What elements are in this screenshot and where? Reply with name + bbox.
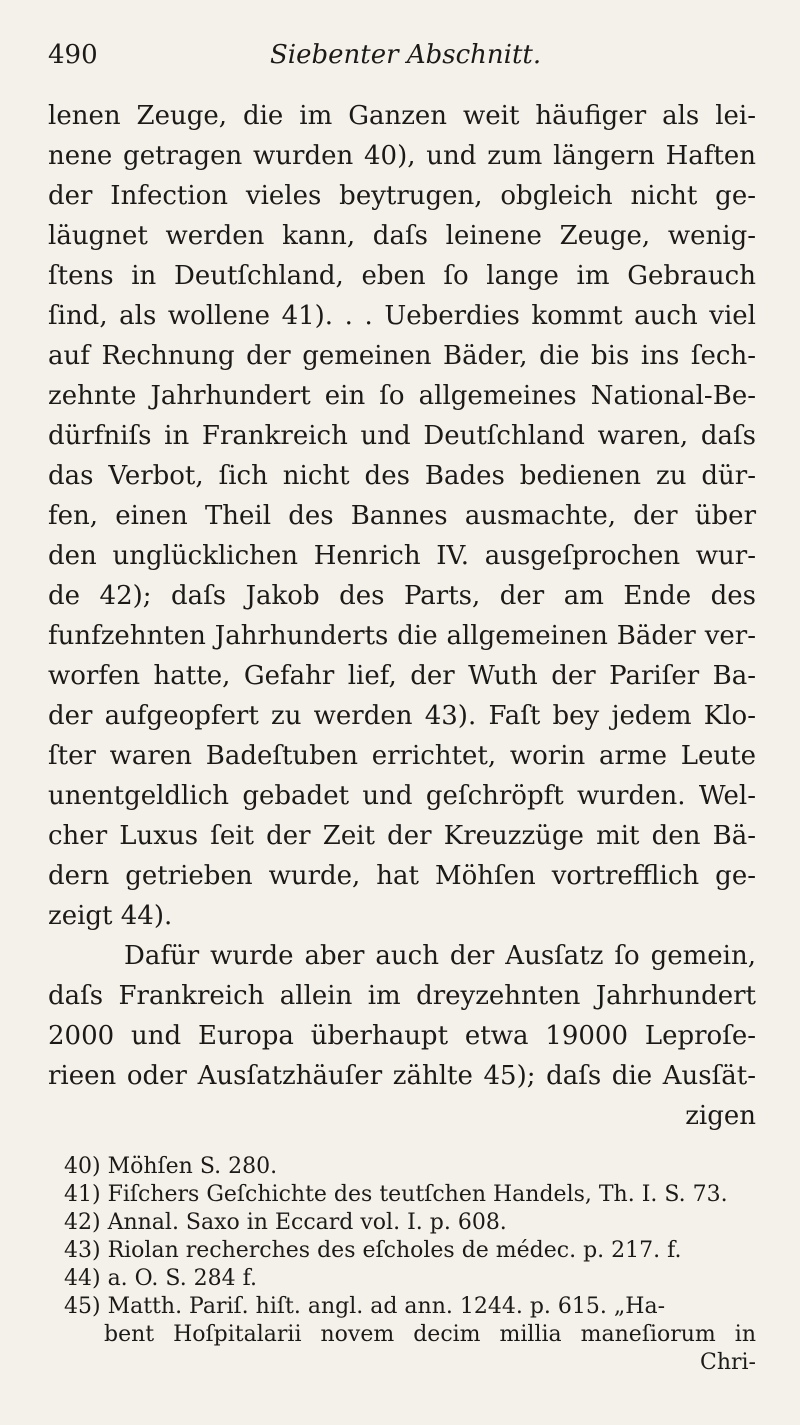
footnote: 45) Matth. Pariſ. hiſt. angl. ad ann. 1244. p. 615. „Ha- — [64, 1294, 666, 1319]
running-head: Siebenter Abschnitt. — [270, 40, 542, 70]
paragraph-end-line: zeigt 44). — [48, 901, 173, 931]
body-text — [48, 96, 756, 1136]
body-line: der Infection vieles beytrugen, obgleich nicht ge- — [48, 181, 756, 211]
body-line: de 42); daſs Jakob des Parts, der am Ende des — [48, 581, 756, 611]
body-line: auf Rechnung der gemeinen Bäder, die bis ins ſech- — [48, 341, 756, 371]
body-line: cher Luxus ſeit der Zeit der Kreuzzüge mit den Bä- — [48, 821, 756, 851]
body-line: unentgeldlich gebadet und geſchröpft wurden. Wel- — [48, 781, 756, 811]
body-line: das Verbot, ſich nicht des Bades bedienen zu dür- — [48, 461, 756, 491]
body-line: ſtens in Deutſchland, eben ſo lange im Gebrauch — [48, 261, 756, 291]
footnote: 41) Fiſchers Geſchichte des teutſchen Handels, Th. I. S. 73. — [64, 1182, 728, 1207]
body-line: fen, einen Theil des Bannes ausmachte, der über — [48, 501, 756, 531]
body-line: dürfniſs in Frankreich und Deutſchland waren, daſs — [48, 421, 756, 451]
body-line: lenen Zeuge, die im Ganzen weit häufiger als lei- — [48, 101, 756, 131]
page-number: 490 — [48, 40, 98, 70]
body-line: ſind, als wollene 41). . . Ueberdies kommt auch viel — [48, 301, 756, 331]
body-line: worfen hatte, Gefahr lief, der Wuth der Pariſer Ba- — [48, 661, 756, 691]
footnote: 43) Riolan recherches des eſcholes de médec. p. 217. f. — [64, 1238, 682, 1263]
body-line: rieen oder Ausſatzhäuſer zählte 45); daſs die Ausſät- — [48, 1061, 756, 1091]
body-line: läugnet werden kann, daſs leinene Zeuge, wenig- — [48, 221, 756, 251]
footnote-catchword: Chri- — [700, 1350, 756, 1375]
body-line: ſter waren Badeſtuben errichtet, worin arme Leute — [48, 741, 756, 771]
paragraph-start-line: Dafür wurde aber auch der Ausſatz ſo gemein, — [124, 941, 756, 971]
page-header — [48, 40, 760, 80]
footnote-continuation: bent Hoſpitalarii novem decim millia maneſiorum in — [104, 1322, 756, 1347]
footnotes — [64, 1153, 756, 1377]
body-line: nene getragen wurden 40), und zum längern Haften — [48, 141, 756, 171]
catchword: zigen — [685, 1101, 756, 1131]
body-line: den unglücklichen Henrich IV. ausgeſprochen wur- — [48, 541, 756, 571]
body-line: der aufgeopfert zu werden 43). Faſt bey jedem Klo- — [48, 701, 756, 731]
body-line: 2000 und Europa überhaupt etwa 19000 Leproſe- — [48, 1021, 756, 1051]
footnote: 44) a. O. S. 284 f. — [64, 1266, 258, 1291]
body-line: zehnte Jahrhundert ein ſo allgemeines National-Be- — [48, 381, 756, 411]
footnote: 40) Möhſen S. 280. — [64, 1154, 278, 1179]
body-line: funfzehnten Jahrhunderts die allgemeinen Bäder ver- — [48, 621, 756, 651]
body-line: dern getrieben wurde, hat Möhſen vortrefflich ge- — [48, 861, 756, 891]
body-line: daſs Frankreich allein im dreyzehnten Jahrhundert — [48, 981, 756, 1011]
footnote: 42) Annal. Saxo in Eccard vol. I. p. 608. — [64, 1210, 507, 1235]
